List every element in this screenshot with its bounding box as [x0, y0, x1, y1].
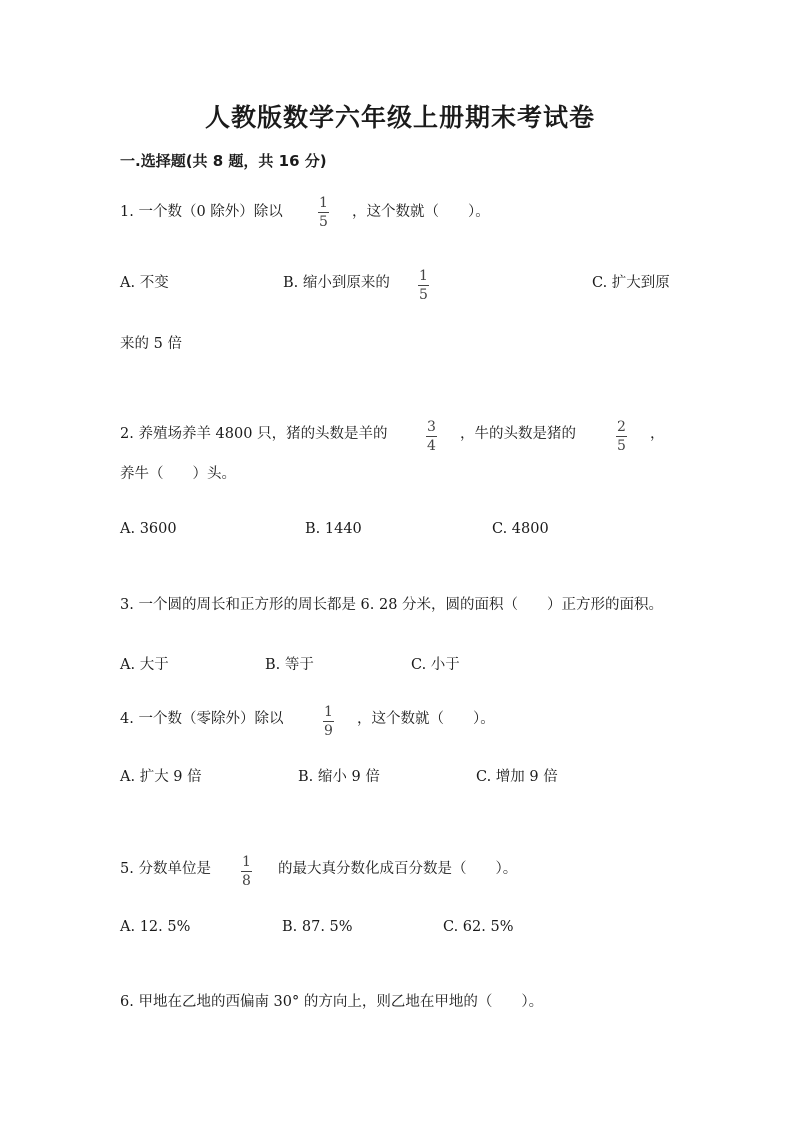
q2-option-a: A. 3600 — [120, 521, 177, 537]
q1-stem: 1. 一个数（0 除外）除以 — [120, 204, 283, 220]
q4-fraction — [323, 704, 334, 739]
fraction-bar — [318, 212, 329, 213]
q1-stem-end: ，这个数就（ ）。 — [352, 204, 490, 220]
q2-stem-middle: ，牛的头数是猪的 — [460, 426, 576, 442]
q1-option-c-continued: 来的 5 倍 — [120, 336, 182, 352]
q4-stem-end: ，这个数就（ ）。 — [357, 711, 495, 727]
q2-stem: 2. 养殖场养羊 4800 只，猪的头数是羊的 — [120, 426, 388, 442]
q2-option-b: B. 1440 — [305, 521, 362, 537]
page-title: 人教版数学六年级上册期末考试卷 — [204, 103, 595, 132]
q1-option-b-fraction — [418, 268, 429, 303]
q6-stem: 6. 甲地在乙地的西偏南 30° 的方向上，则乙地在甲地的（ ）。 — [120, 994, 544, 1010]
q3-option-b: B. 等于 — [265, 657, 314, 673]
q4-option-a: A. 扩大 9 倍 — [120, 769, 202, 785]
q5-fraction — [241, 854, 252, 889]
fraction-bar — [426, 436, 437, 437]
fraction-numerator: 1 — [319, 195, 328, 211]
q2-fraction-2 — [616, 419, 627, 454]
fraction-numerator: 1 — [324, 704, 333, 720]
q3-option-a: A. 大于 — [120, 657, 169, 673]
fraction-denominator: 8 — [242, 873, 251, 889]
q3-option-c: C. 小于 — [411, 657, 460, 673]
q1-option-a: A. 不变 — [120, 275, 169, 291]
q2-fraction-1 — [426, 419, 437, 454]
fraction-numerator: 1 — [419, 268, 428, 284]
q5-option-a: A. 12. 5% — [120, 919, 191, 935]
fraction-bar — [323, 721, 334, 722]
q1-option-b: B. 缩小到原来的 — [283, 275, 390, 291]
fraction-denominator: 5 — [319, 214, 328, 230]
fraction-denominator: 9 — [324, 723, 333, 739]
fraction-denominator: 5 — [419, 287, 428, 303]
q4-stem: 4. 一个数（零除外）除以 — [120, 711, 284, 727]
q3-stem: 3. 一个圆的周长和正方形的周长都是 6. 28 分米，圆的面积（ ）正方形的面积。 — [120, 597, 664, 613]
fraction-numerator: 1 — [242, 854, 251, 870]
q5-option-c: C. 62. 5% — [443, 919, 514, 935]
fraction-numerator: 2 — [617, 419, 626, 435]
q2-stem-comma: ， — [650, 426, 665, 442]
fraction-bar — [418, 285, 429, 286]
fraction-denominator: 4 — [427, 438, 436, 454]
q5-option-b: B. 87. 5% — [282, 919, 353, 935]
fraction-numerator: 3 — [427, 419, 436, 435]
q1-option-c: C. 扩大到原 — [592, 275, 670, 291]
q2-option-c: C. 4800 — [492, 521, 549, 537]
q4-option-c: C. 增加 9 倍 — [476, 769, 558, 785]
q5-stem-end: 的最大真分数化成百分数是（ ）。 — [278, 861, 518, 877]
fraction-bar — [616, 436, 627, 437]
section-heading: 一.选择题(共 8 题，共 16 分) — [120, 152, 327, 170]
fraction-bar — [241, 871, 252, 872]
q5-stem: 5. 分数单位是 — [120, 861, 211, 877]
fraction-denominator: 5 — [617, 438, 626, 454]
q1-fraction — [318, 195, 329, 230]
q2-stem-line2: 养牛（ ）头。 — [120, 466, 236, 482]
q4-option-b: B. 缩小 9 倍 — [298, 769, 380, 785]
